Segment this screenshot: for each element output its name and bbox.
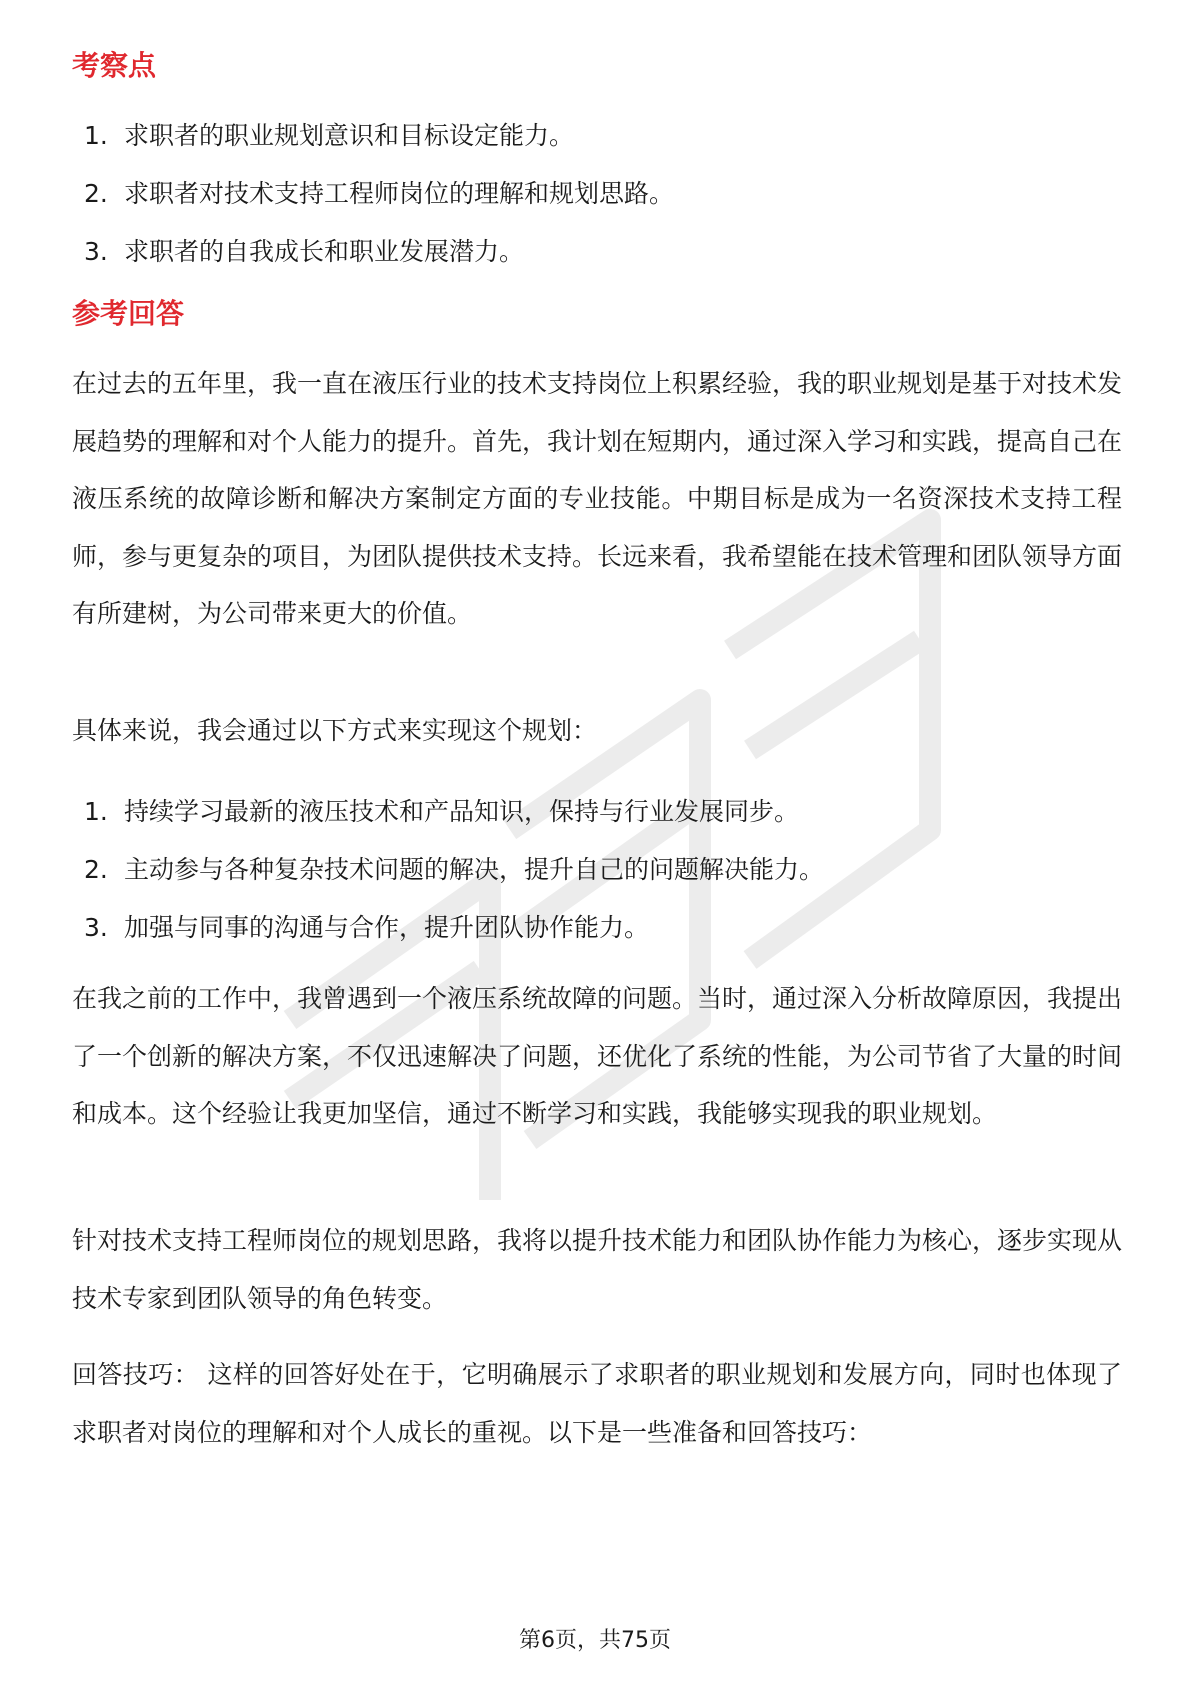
plan-items-list [72, 792, 1112, 966]
list-item-number: 3. [84, 913, 108, 942]
list-item [72, 908, 1112, 966]
answer-tips-paragraph: 回答技巧： 这样的回答好处在于，它明确展示了求职者的职业规划和发展方向，同时也体现了求职者对岗位的理解和对个人成长的重视。以下是一些准备和回答技巧： [72, 1360, 1122, 1447]
page-number: 第6页，共75页 [519, 1628, 671, 1653]
list-item-number: 2. [84, 855, 108, 884]
list-item-number: 2. [84, 179, 108, 208]
reference-answer-heading: 参考回答 [72, 297, 185, 330]
list-item-number: 1. [84, 797, 108, 826]
list-item [72, 116, 1112, 174]
list-item-text: 主动参与各种复杂技术问题的解决，提升自己的问题解决能力。 [124, 855, 825, 884]
list-item-number: 3. [84, 237, 108, 266]
list-item [72, 174, 1112, 232]
answer-paragraph-plan-lead: 具体来说，我会通过以下方式来实现这个规划： [72, 716, 598, 745]
answer-paragraph-experience: 在我之前的工作中，我曾遇到一个液压系统故障的问题。当时，通过深入分析故障原因，我提出了一个创新的解决方案，不仅迅速解决了问题，还优化了系统的性能，为公司节省了大量的时间和成本。这个经验让我更加坚信，通过不断学习和实践，我能够实现我的职业规划。 [72, 984, 1123, 1128]
exam-points-list [72, 116, 1112, 290]
list-item-number: 1. [84, 121, 108, 150]
list-item [72, 792, 1112, 850]
answer-paragraph-approach: 针对技术支持工程师岗位的规划思路，我将以提升技术能力和团队协作能力为核心，逐步实现从技术专家到团队领导的角色转变。 [72, 1226, 1123, 1313]
list-item-text: 求职者对技术支持工程师岗位的理解和规划思路。 [124, 179, 675, 208]
list-item-text: 求职者的自我成长和职业发展潜力。 [124, 237, 525, 266]
list-item-text: 求职者的职业规划意识和目标设定能力。 [124, 121, 575, 150]
list-item [72, 850, 1112, 908]
exam-points-heading: 考察点 [72, 49, 157, 82]
list-item-text: 加强与同事的沟通与合作，提升团队协作能力。 [124, 913, 650, 942]
list-item-text: 持续学习最新的液压技术和产品知识，保持与行业发展同步。 [124, 797, 800, 826]
list-item [72, 232, 1112, 290]
answer-paragraph-intro: 在过去的五年里，我一直在液压行业的技术支持岗位上积累经验，我的职业规划是基于对技术发展趋势的理解和对个人能力的提升。首先，我计划在短期内，通过深入学习和实践，提高自己在液压系统的故障诊断和解决方案制定方面的专业技能。中期目标是成为一名资深技术支持工程师，参与更复杂的项目，为团队提供技术支持。长远来看，我希望能在技术管理和团队领导方面有所建树，为公司带来更大的价值。 [72, 369, 1123, 628]
